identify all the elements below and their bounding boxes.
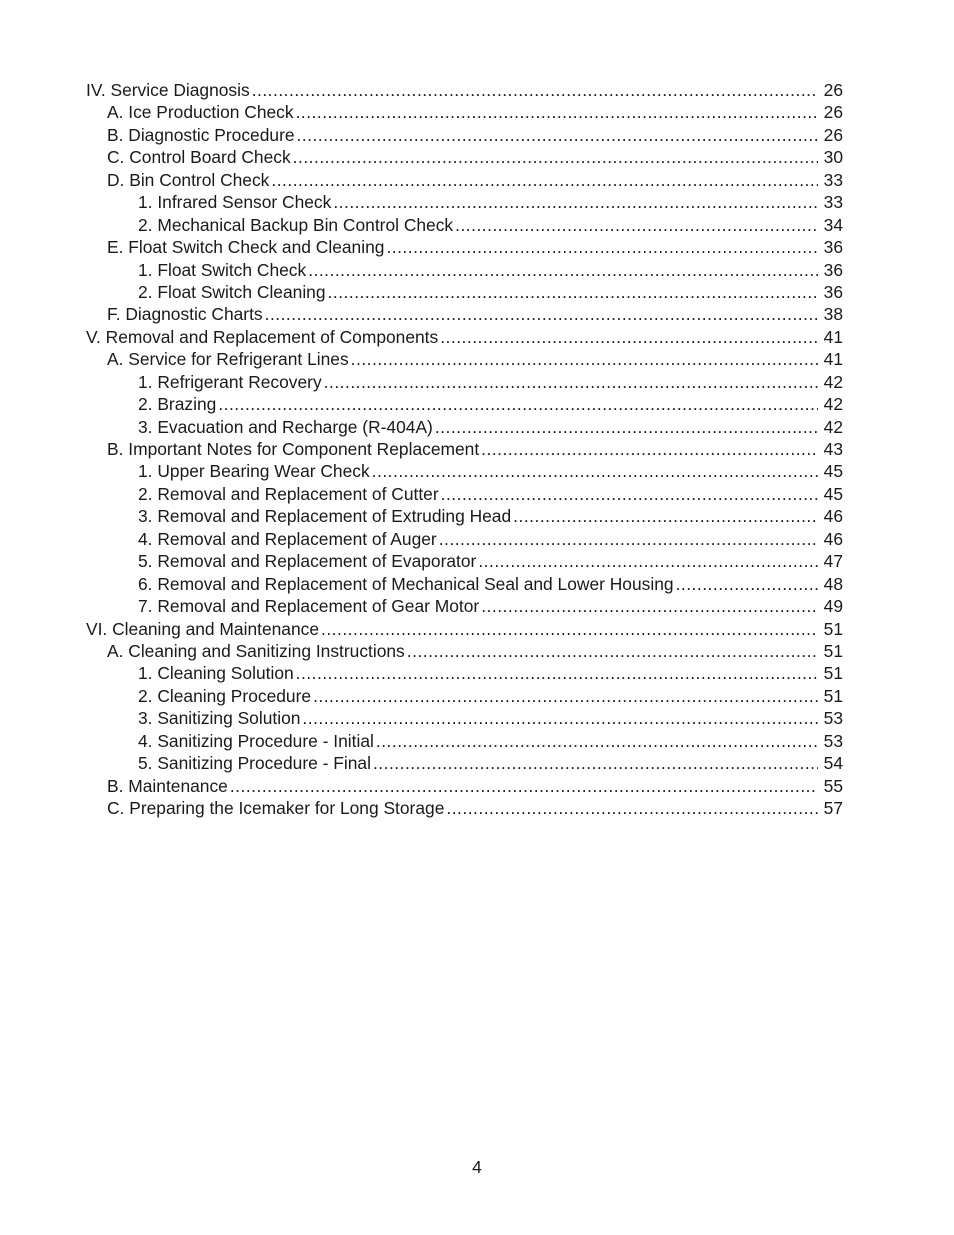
toc-entry (86, 707, 843, 729)
toc-entry (86, 483, 843, 505)
toc-entry-title: A. Cleaning and Sanitizing Instructions (107, 640, 405, 661)
toc-entry-title: 1. Float Switch Check (138, 259, 307, 280)
toc-entry (86, 169, 843, 191)
toc-dot-leader (455, 214, 818, 236)
toc-entry (86, 618, 843, 640)
toc-entry-page: 55 (823, 775, 843, 796)
toc-dot-leader (481, 438, 818, 460)
toc-entry (86, 326, 843, 348)
toc-entry-title: 4. Removal and Replacement of Auger (138, 528, 437, 549)
toc-entry (86, 685, 843, 707)
toc-entry-title: F. Diagnostic Charts (107, 304, 263, 325)
toc-dot-leader (351, 348, 818, 370)
toc-entry-title: C. Control Board Check (107, 147, 291, 168)
toc-dot-leader (302, 707, 818, 729)
toc-dot-leader (376, 730, 818, 752)
toc-entry-title: C. Preparing the Icemaker for Long Storage (107, 798, 445, 818)
toc-entry-page: 26 (823, 80, 843, 100)
toc-entry-title: 3. Sanitizing Solution (138, 708, 301, 729)
toc-entry-page: 38 (823, 304, 843, 325)
toc-entry (86, 640, 843, 662)
toc-entry-title: 2. Float Switch Cleaning (138, 281, 326, 302)
toc-entry (86, 730, 843, 752)
toc-dot-leader (373, 752, 818, 774)
toc-entry-title: IV. Service Diagnosis (86, 80, 250, 100)
table-of-contents (86, 79, 843, 819)
toc-entry-title: 1. Upper Bearing Wear Check (138, 461, 370, 482)
toc-entry-page: 51 (823, 618, 843, 639)
toc-entry (86, 416, 843, 438)
toc-entry (86, 371, 843, 393)
toc-dot-leader (478, 550, 818, 572)
toc-entry (86, 460, 843, 482)
toc-dot-leader (441, 483, 818, 505)
toc-entry-title: 3. Evacuation and Recharge (R-404A) (138, 416, 433, 437)
toc-dot-leader (293, 146, 818, 168)
toc-dot-leader (230, 775, 818, 797)
toc-entry-page: 51 (823, 685, 843, 706)
toc-entry-page: 43 (823, 439, 843, 459)
toc-entry-page: 30 (823, 147, 843, 168)
toc-entry-title: 2. Cleaning Procedure (138, 685, 312, 706)
toc-entry-page: 34 (823, 214, 843, 235)
toc-entry-page: 45 (823, 483, 843, 504)
toc-entry-title: 1. Cleaning Solution (138, 663, 294, 684)
toc-entry-page: 36 (823, 237, 843, 258)
toc-dot-leader (265, 303, 818, 325)
toc-entry-title: 3. Removal and Replacement of Extruding Head (138, 506, 512, 527)
toc-entry-page: 51 (823, 663, 843, 684)
toc-dot-leader (446, 797, 818, 819)
toc-entry-title: B. Diagnostic Procedure (107, 124, 295, 145)
toc-entry-title: 6. Removal and Replacement of Mechanical Seal and Lower Housing (138, 573, 674, 594)
toc-entry-title: B. Important Notes for Component Replacement (107, 439, 480, 459)
toc-entry (86, 505, 843, 527)
toc-entry-title: 1. Refrigerant Recovery (138, 371, 322, 392)
toc-entry (86, 595, 843, 617)
toc-dot-leader (324, 371, 818, 393)
toc-entry (86, 281, 843, 303)
toc-entry (86, 191, 843, 213)
toc-dot-leader (440, 326, 818, 348)
toc-entry (86, 438, 843, 460)
toc-entry-page: 46 (823, 528, 843, 549)
toc-dot-leader (321, 618, 818, 640)
toc-entry-title: 7. Removal and Replacement of Gear Motor (138, 596, 480, 617)
toc-entry-title: V. Removal and Replacement of Components (86, 326, 439, 347)
toc-dot-leader (386, 236, 818, 258)
toc-entry (86, 79, 843, 101)
toc-entry-page: 26 (823, 124, 843, 145)
toc-dot-leader (328, 281, 818, 303)
toc-entry (86, 393, 843, 415)
toc-entry-page: 26 (823, 102, 843, 123)
toc-entry-title: A. Service for Refrigerant Lines (107, 349, 349, 370)
toc-entry (86, 348, 843, 370)
toc-entry-page: 54 (823, 753, 843, 774)
toc-dot-leader (513, 505, 818, 527)
toc-entry-page: 42 (823, 416, 843, 437)
toc-entry (86, 124, 843, 146)
toc-entry (86, 662, 843, 684)
toc-dot-leader (252, 79, 818, 101)
toc-entry (86, 752, 843, 774)
toc-dot-leader (372, 460, 818, 482)
toc-entry-page: 53 (823, 708, 843, 729)
toc-entry-page: 36 (823, 281, 843, 302)
toc-entry (86, 797, 843, 819)
toc-dot-leader (435, 416, 818, 438)
toc-entry-title: 2. Removal and Replacement of Cutter (138, 483, 439, 504)
toc-entry (86, 573, 843, 595)
toc-entry-page: 41 (823, 326, 843, 347)
toc-dot-leader (313, 685, 818, 707)
toc-entry-title: 2. Brazing (138, 394, 217, 415)
toc-dot-leader (333, 191, 818, 213)
toc-entry-page: 48 (823, 573, 843, 594)
toc-entry (86, 550, 843, 572)
toc-entry (86, 236, 843, 258)
toc-entry-page: 42 (823, 394, 843, 415)
toc-dot-leader (271, 169, 818, 191)
toc-entry-title: D. Bin Control Check (107, 169, 270, 190)
toc-dot-leader (296, 101, 818, 123)
toc-entry (86, 146, 843, 168)
toc-entry-page: 36 (823, 259, 843, 280)
page-number: 4 (472, 1157, 482, 1177)
toc-entry (86, 528, 843, 550)
toc-entry-title: 1. Infrared Sensor Check (138, 192, 332, 213)
toc-entry (86, 101, 843, 123)
toc-entry-page: 49 (823, 596, 843, 617)
toc-entry-title: 5. Removal and Replacement of Evaporator (138, 551, 477, 572)
toc-dot-leader (676, 573, 818, 595)
toc-entry-page: 53 (823, 730, 843, 751)
toc-dot-leader (218, 393, 818, 415)
toc-entry (86, 214, 843, 236)
toc-entry-title: 5. Sanitizing Procedure - Final (138, 753, 371, 774)
toc-dot-leader (407, 640, 818, 662)
toc-entry (86, 259, 843, 281)
toc-entry-page: 42 (823, 371, 843, 392)
toc-entry-title: 4. Sanitizing Procedure - Initial (138, 730, 374, 751)
toc-entry-page: 57 (823, 798, 843, 818)
toc-dot-leader (296, 662, 818, 684)
toc-entry-page: 33 (823, 169, 843, 190)
toc-entry-title: E. Float Switch Check and Cleaning (107, 237, 385, 258)
toc-dot-leader (439, 528, 818, 550)
toc-entry-title: B. Maintenance (107, 775, 228, 796)
toc-entry-page: 33 (823, 192, 843, 213)
toc-entry-page: 46 (823, 506, 843, 527)
toc-entry-title: A. Ice Production Check (107, 102, 294, 123)
toc-entry-page: 51 (823, 640, 843, 661)
toc-dot-leader (481, 595, 818, 617)
toc-entry-title: VI. Cleaning and Maintenance (86, 618, 319, 639)
toc-entry-page: 47 (823, 551, 843, 572)
toc-entry (86, 303, 843, 325)
toc-entry-title: 2. Mechanical Backup Bin Control Check (138, 214, 454, 235)
toc-entry (86, 775, 843, 797)
toc-entry-page: 45 (823, 461, 843, 482)
toc-dot-leader (297, 124, 818, 146)
toc-entry-page: 41 (823, 349, 843, 370)
toc-dot-leader (308, 259, 818, 281)
